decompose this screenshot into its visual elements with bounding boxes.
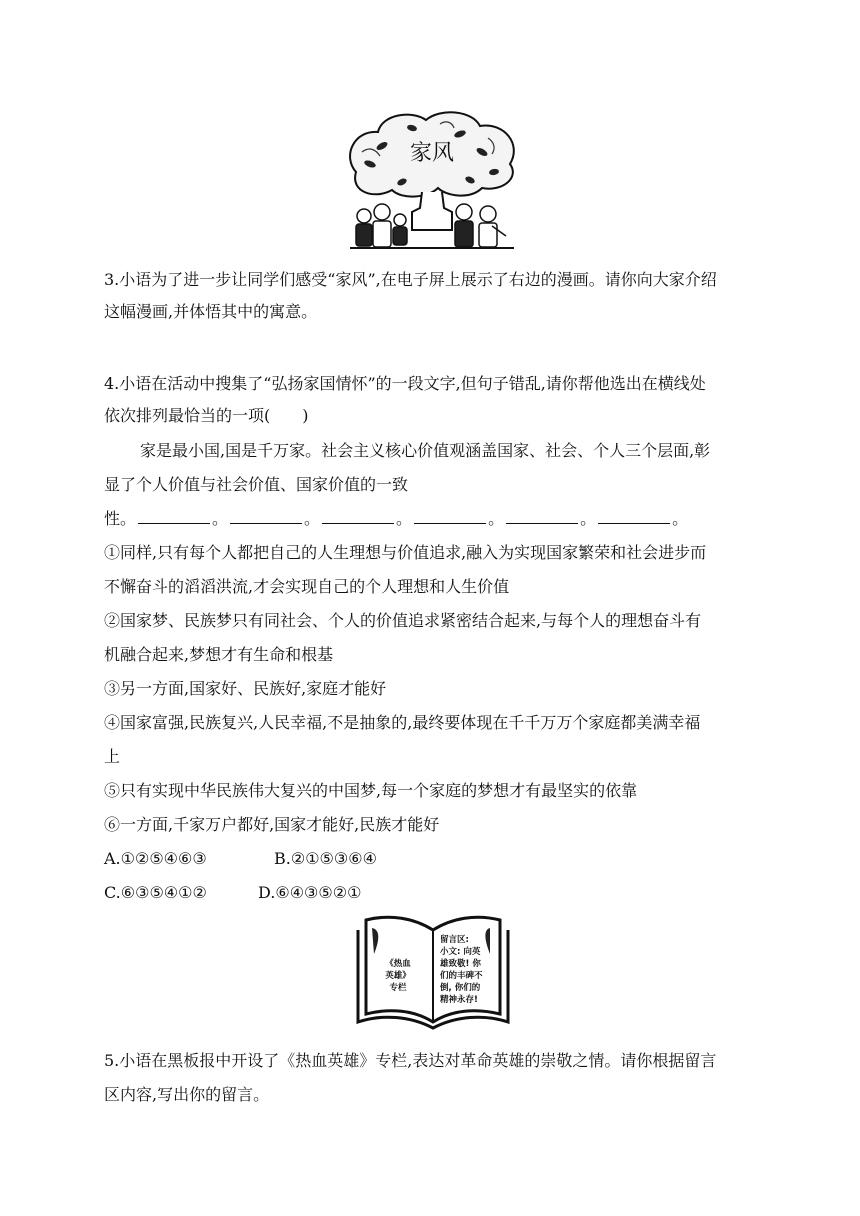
book-right-line-2: 小文: 向英 xyxy=(440,947,481,957)
sentence-3: ③另一方面,国家好、民族好,家庭才能好 xyxy=(104,679,387,698)
book-right-line-3: 雄致敬! 你 xyxy=(440,959,481,969)
question-3-line-1: 3.小语为了进一步让同学们感受“家风”,在电子屏上展示了右边的漫画。请你向大家介绍 xyxy=(104,270,717,289)
option-c[interactable]: C.⑥③⑤④①② xyxy=(104,883,207,902)
sentence-6: ⑥一方面,千家万户都好,国家才能好,民族才能好 xyxy=(104,815,440,834)
blank-separator: 。 xyxy=(580,509,597,528)
answer-blank-2[interactable] xyxy=(230,509,302,524)
book-right-line-4: 们的丰碑不 xyxy=(440,971,483,981)
comic-caption: 家风 xyxy=(409,141,455,166)
sentence-2-line-2: 机融合起来,梦想才有生命和根基 xyxy=(104,645,334,664)
question-4-line-1: 4.小语在活动中搜集了“弘扬家国情怀”的一段文字,但句子错乱,请你帮他选出在横线处 xyxy=(104,374,706,393)
option-a[interactable]: A.①②⑤④⑥③ xyxy=(104,849,207,868)
book-right-line-6: 精神永存! xyxy=(440,995,478,1005)
blank-sequence-line xyxy=(104,509,688,529)
family-tree-comic xyxy=(342,108,522,256)
blank-separator: 。 xyxy=(488,509,505,528)
blank-separator: 。 xyxy=(304,509,321,528)
sentence-4-line-1: ④国家富强,民族复兴,人民幸福,不是抽象的,最终要体现在千千万万个家庭都美满幸福 xyxy=(104,713,701,732)
open-book-illustration xyxy=(352,910,514,1034)
passage-line-1: 家是最小国,国是千万家。社会主义核心价值观涵盖国家、社会、个人三个层面,彰 xyxy=(140,441,711,460)
answer-blank-1[interactable] xyxy=(138,509,210,524)
question-4-line-2: 依次排列最恰当的一项( ) xyxy=(104,406,309,425)
answer-blank-3[interactable] xyxy=(322,509,394,524)
blank-separator: 。 xyxy=(396,509,413,528)
answer-blank-6[interactable] xyxy=(598,509,670,524)
sentence-2-line-1: ②国家梦、民族梦只有同社会、个人的价值追求紧密结合起来,与每个人的理想奋斗有 xyxy=(104,611,702,630)
answer-blank-5[interactable] xyxy=(506,509,578,524)
blank-separator: 。 xyxy=(672,509,689,528)
option-b[interactable]: B.②①⑤③⑥④ xyxy=(274,849,377,868)
option-d[interactable]: D.⑥④③⑤②① xyxy=(258,883,362,902)
book-left-line-3: 专栏 xyxy=(389,983,407,993)
answer-blank-4[interactable] xyxy=(414,509,486,524)
passage-line-3: 性。 xyxy=(104,509,137,528)
blank-separator: 。 xyxy=(212,509,229,528)
book-right-line-1: 留言区: xyxy=(440,935,469,945)
passage-line-2: 显了个人价值与社会价值、国家价值的一致 xyxy=(104,475,409,494)
book-left-line-1: 《热血 xyxy=(385,959,411,969)
sentence-4-line-2: 上 xyxy=(104,747,121,766)
sentence-1-line-1: ①同样,只有每个人都把自己的人生理想与价值追求,融入为实现国家繁荣和社会进步而 xyxy=(104,543,707,562)
book-right-line-5: 倒, 你们的 xyxy=(440,983,481,993)
question-5-line-2: 区内容,写出你的留言。 xyxy=(104,1085,270,1104)
sentence-1-line-2: 不懈奋斗的滔滔洪流,才会实现自己的个人理想和人生价值 xyxy=(104,577,510,596)
sentence-5: ⑤只有实现中华民族伟大复兴的中国梦,每一个家庭的梦想才有最坚实的依靠 xyxy=(104,781,638,800)
question-5-line-1: 5.小语在黑板报中开设了《热血英雄》专栏,表达对革命英雄的崇敬之情。请你根据留言 xyxy=(104,1051,717,1070)
question-3-line-2: 这幅漫画,并体悟其中的寓意。 xyxy=(104,302,318,321)
book-left-line-2: 英雄》 xyxy=(385,971,411,981)
